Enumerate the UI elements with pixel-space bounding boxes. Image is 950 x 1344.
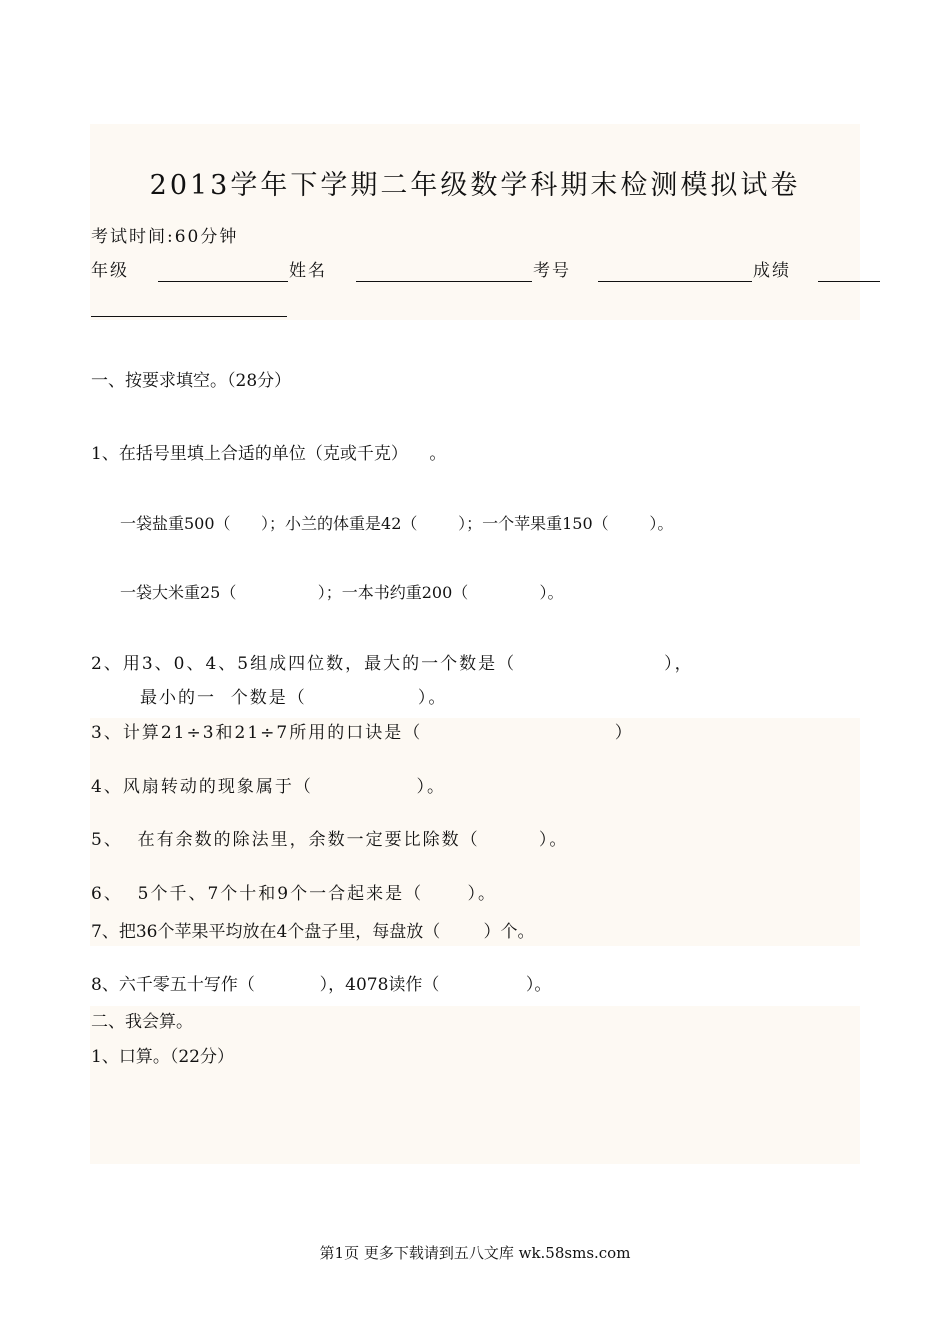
name-label: 姓名 (289, 261, 327, 281)
score-label: 成绩 (753, 261, 791, 281)
question-4: 4、风扇转动的现象属于（ ）。 (91, 777, 446, 797)
question-2: 2、用3、0、4、5组成四位数，最大的一个数是（ ）， (91, 654, 694, 674)
question-7: 7、把36个苹果平均放在4个盘子里，每盘放（ ）个。 (91, 922, 535, 942)
question-6: 6、 5个千、7个十和9个一合起来是（ ）。 (91, 884, 497, 904)
grade-label: 年级 (91, 261, 129, 281)
question-2-continued: 最小的一 个数是（ ）。 (140, 688, 448, 708)
section1-heading: 一、按要求填空。（28分） (91, 371, 292, 391)
question-1: 1、在括号里填上合适的单位（克或千克） 。 (91, 444, 447, 464)
exam-no-blank[interactable] (598, 281, 752, 282)
header-shade (90, 124, 860, 320)
calc-shade (90, 1006, 860, 1164)
exam-no-label: 考号 (533, 261, 571, 281)
question-1-line1: 一袋盐重500（ ）；小兰的体重是42（ ）；一个苹果重150（ ）。 (120, 514, 674, 533)
section2-heading: 二、我会算。 (91, 1012, 193, 1032)
score-blank-continued[interactable] (91, 316, 287, 317)
page-title: 2013学年下学期二年级数学科期末检测模拟试卷 (149, 170, 801, 201)
exam-time: 考试时间:60分钟 (91, 227, 239, 247)
grade-blank[interactable] (158, 281, 288, 282)
question-3: 3、计算21÷3和21÷7所用的口诀是（ ） (91, 723, 634, 743)
page-footer: 第1页 更多下载请到五八文库 wk.58sms.com (319, 1244, 631, 1262)
name-blank[interactable] (356, 281, 532, 282)
question-5: 5、 在有余数的除法里，余数一定要比除数（ ）。 (91, 830, 569, 850)
score-blank[interactable] (818, 281, 880, 282)
question-8: 8、六千零五十写作（ ），4078读作（ ）。 (91, 975, 552, 995)
section2-question-1: 1、口算。（22分） (91, 1047, 234, 1067)
question-1-line2: 一袋大米重25（ ）；一本书约重200（ ）。 (120, 583, 564, 602)
